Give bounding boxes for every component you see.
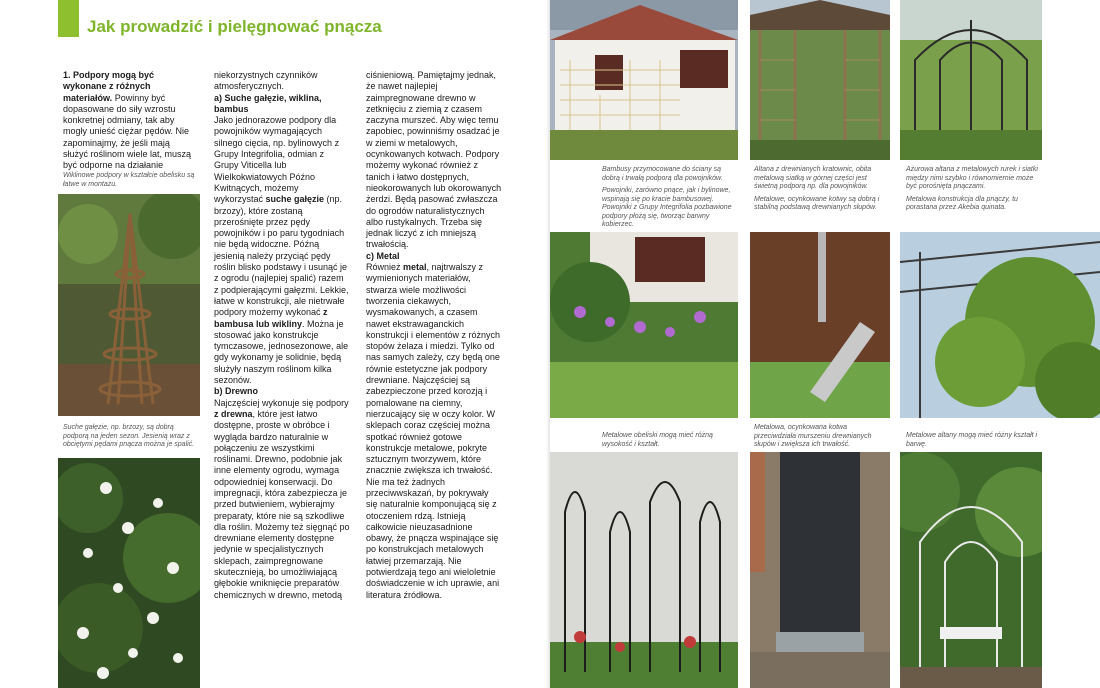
column-3: ciśnieniową. Pamiętajmy jednak, że nawet najlepiej zaimpregnowane drewno w zetknięciu z ziemią z czasem zaczyna murszeć. Aby więc temu zapobiec, powinniśmy osadzać je w ziemi w metalowych, ocynkowanych kotwach. Podpory możemy wykonać również z tanich i łatwo dostępnych, nieokorowanych lub okorowanych żerdzi. Będą pasować zwłaszcza do ogrodów naturalistycznych albo rustykalnych. Trzeba się jednak liczyć z ich mniejszą trwałością. c) Metal Również metal, najtrwalszy z wymienionych materiałów, stwarza wiele możliwości tworzenia ciekawych, wysmakowanych, a czasem nawet ekstrawaganckich konstrukcji i elementów z różnych stopów żelaza i miedzi. Tylko od nas samych zależy, czy będą one równie estetyczne jak podpory drewniane. Najczęściej są zabezpieczone przed korozją i pomalowane na ciemny, nierzucający się w oczy kolor. W sklepach coraz częściej można spotkać również gotowe konstrukcje metalowe, pokryte sztucznym tworzywem, które znacznie zwiększa ich trwałość. Nie ma też żadnych przeciwwskazań, by pokrywały się naturalnie komponującą się z otoczeniem rdzą. Istnieją całkowicie nieuzasadnione obawy, że pnącza wspinające się po konstrukcjach metalowych łatwiej przemarzają. Nie potwierdzają tego ani wieloletnie doświadczenie w ich uprawie, ani literatura źródłowa. <box>366 70 502 600</box>
photo-metal-obelisks <box>550 452 738 688</box>
photo-bamboo-wall <box>550 0 738 160</box>
photo-white-gazebo <box>900 452 1042 688</box>
caption-wicker: Wiklinowe podpory w kształcie obelisku są łatwe w montażu. <box>63 172 195 188</box>
caption-bamboo: Bambusy przymocowane do ściany są dobrą i trwałą podporą dla powojników. Powojniki, zarówno pnące, jak i bylinowe, wspinają się po kracie bambusowej. Powojniki z Grupy Integrifolia pozbawione podpory płożą się, tworząc barwny kobierzec. <box>602 166 732 228</box>
column-1 <box>63 70 197 172</box>
caption-anchor: Metalowa, ocynkowana kotwa przeciwdziała murszeniu drewnianych słupów i zwiększa ich trwałość. <box>754 424 872 448</box>
lead-heading: 1. Podpory mogą być wykonane z różnych materiałów. <box>63 70 155 103</box>
photo-akebia-structure <box>900 232 1100 418</box>
lead-text: Powinny być dopasowane do siły wzrostu konkretnej odmiany, tak aby mogły unieść ciężar pędów. Nie zapominajmy, że jeśli mają służyć roślinom wiele lat, muszą być odporne na działanie <box>63 92 192 171</box>
caption-metal-gazebos: Metalowe altany mogą mieć różny kształt i barwę. <box>906 432 1038 448</box>
photo-anchor-post <box>750 452 890 688</box>
subheading-c: c) Metal <box>366 250 400 261</box>
photo-wicker-obelisk <box>58 194 200 416</box>
column-2: niekorzystnych czynników atmosferycznych. a) Suche gałęzie, wiklina, bambus Jako jednorazowe podpory dla powojników wymagających silnego cięcia, np. bylinowych z Grupy Integrifolia, odmian z Grupy Viticella lub Wielkokwiatowych Późno Kwitnących, możemy wykorzystać suche gałęzie (np. brzozy), które zostaną przerośnięte przez pędy powojników i po paru tygodniach nie będą widoczne. Późną jesienią należy przyciąć pędy roślin blisko podstawy i usunąć je z ogrodu (najlepiej spalić) razem z podpierającymi gałęzmi. Lekkie, łatwe w konstrukcji, ale nietrwałe podpory możemy wykonać z bambusa lub wikliny. Można je stosować jako konstrukcje tymczasowe, jednosezonowe, ale gdy wykonamy je solidnie, będą służyły naszym roślinom kilka sezonów. b) Drewno Najczęściej wykonuje się podpory z drewna, które jest łatwo dostępne, proste w obróbce i wygląda bardzo naturalnie w połączeniu ze wszystkimi roślinami. Drewno, podobnie jak inne elementy ogrodu, wymaga odpowiedniej konserwacji. Do impregnacji, która zabezpiecza je przed butwieniem, wybierajmy preparaty, które nie są szkodliwe dla roślin. Możemy też sięgnąć po drewniane elementy dostępne jedynie w specjalistycznych sklepach, zaimpregnowane skutecznieją, bo umożliwiającą głębokie wniknięcie preparatów chemicznych w drewno, metodą <box>214 70 350 600</box>
subheading-b: b) Drewno <box>214 386 258 397</box>
caption-arbor: Altana z drewnianych kratownic, obita metalową siatką w górnej części jest świetną podporą np. dla powojników. Metalowe, ocynkowane kotwy są dobrą i stabilną podstawą drewnianych słupów. <box>754 166 880 211</box>
caption-dry-branches: Suche gałęzie, np. brzozy, są dobrą podporą na jeden sezon. Jesienią wraz z obciętymi pędami pnącza można je spalić. <box>63 424 195 448</box>
photo-clematis-bed <box>550 232 738 418</box>
page-title: Jak prowadzić i pielęgnować pnącza <box>87 17 382 36</box>
photo-anchor-mulch <box>750 232 890 418</box>
caption-obelisks: Metalowe obeliski mogą mieć różną wysokość i kształt. <box>602 432 713 448</box>
subheading-a: a) Suche gałęzie, wiklina, bambus <box>214 92 322 114</box>
photo-clematis-branches <box>58 458 200 688</box>
right-page <box>550 0 1100 688</box>
caption-gazebo: Ażurowa altana z metalowych rurek i siatki między nimi szybko i równomiernie może być porośnięta pnączami. Metalowa konstrukcja dla pnączy, tu porastana przez Akebia quinata. <box>906 166 1038 211</box>
photo-wooden-arbor <box>750 0 890 160</box>
photo-metal-gazebo <box>900 0 1042 160</box>
accent-bar <box>58 0 79 37</box>
